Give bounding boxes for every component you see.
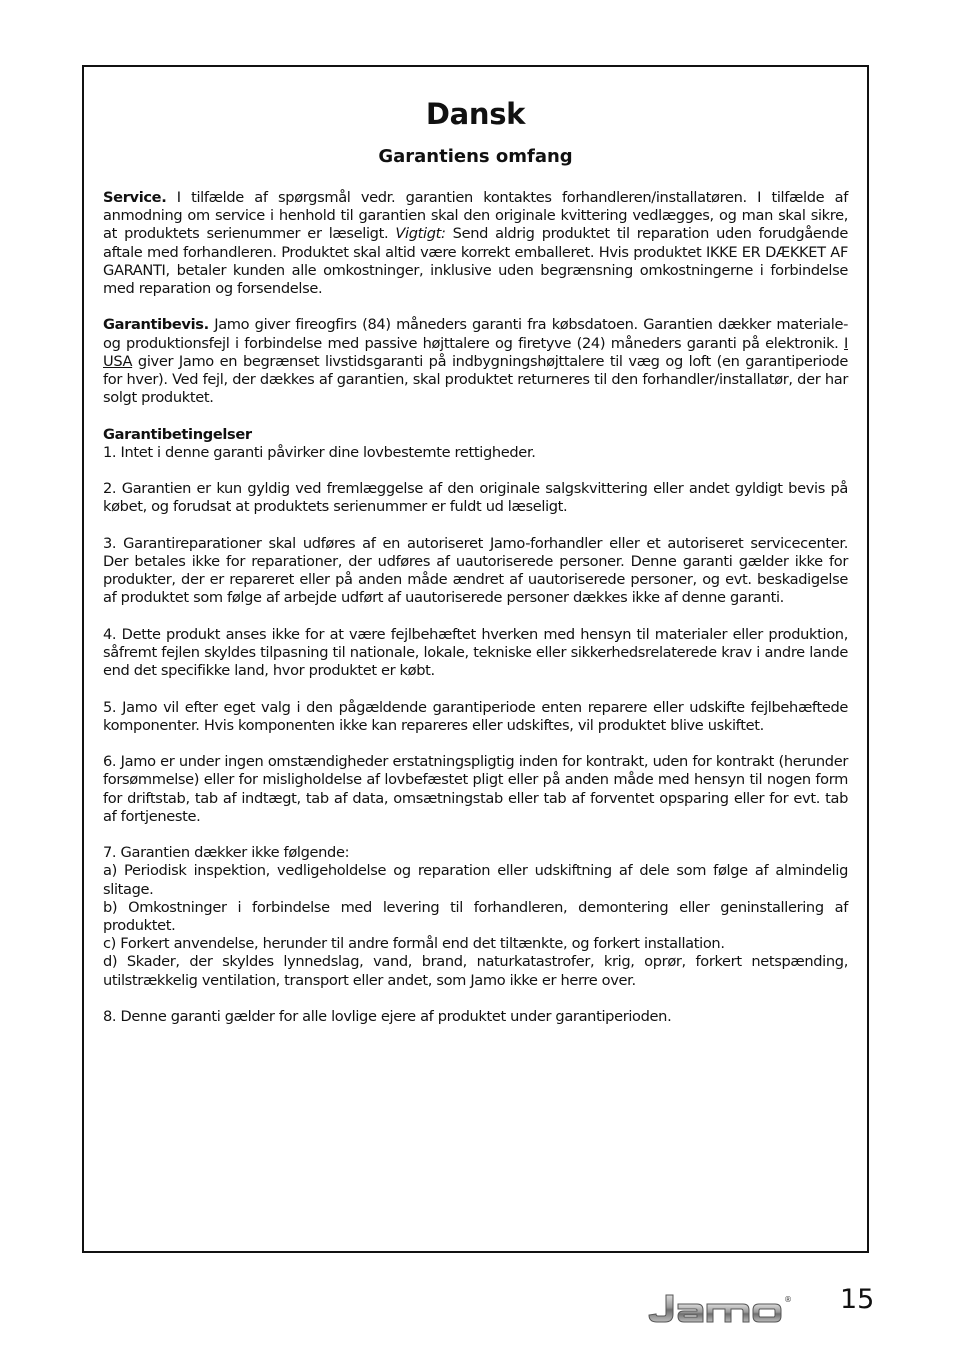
page-title: Dansk [425, 97, 526, 131]
condition-7-a: a) Periodisk inspektion, vedligeholdelse og reparation eller udskiftning af dele som følge af almindelig slitage. [103, 862, 848, 898]
warranty-text [103, 189, 848, 1044]
condition-3: 3. Garantireparationer skal udføres af en autoriseret Jamo-forhandler eller et autoriseret servicecenter. Der betales ikke for reparationer, der udføres af uautoriserede personer. Denne garanti gælder ikke for produkter, der er repareret eller på anden måde ændret af uautoriserede personer, og evt. beskadigelse af produktet som følge af arbejde udført af uautoriserede personer dækkes ikke af denne garanti. [103, 534, 848, 607]
registered-mark: ® [784, 1295, 792, 1304]
service-label: Service. [103, 189, 167, 206]
page-number: 15 [840, 1284, 875, 1315]
condition-4: 4. Dette produkt anses ikke for at være fejlbehæftet hverken med hensyn til materialer eller produktion, såfremt fejlen skyldes tilpasning til nationale, lokale, tekniske eller sikkerhedsrelaterede krav i andre lande end det specifikke land, hvor produktet er købt. [103, 625, 848, 680]
warranty-frame [82, 65, 869, 1253]
condition-8: 8. Denne garanti gælder for alle lovlige ejere af produktet under garantiperioden. [103, 1008, 672, 1025]
service-text-b: Send aldrig produktet til reparation uden forudgående aftale med forhandleren. Produktet skal altid være korrekt emballeret. Hvis produktet IKKE ER DÆKKET AF GARANTI, betaler kunden alle omkostninger, inklusive uden begrænsning omkostningerne i forbindelse med reparation og forsendelse. [103, 225, 848, 298]
condition-5: 5. Jamo vil efter eget valg i den pågældende garantiperiode enten reparere eller udskifte fejlbehæftede komponenter. Hvis komponenten ikke kan repareres eller udskiftes, vil produktet blive uskiftet. [103, 698, 848, 734]
condition-7-d: d) Skader, der skyldes lynnedslag, vand, brand, naturkatastrofer, krig, oprør, forkert netspænding, utilstrækkelig ventilation, transport eller andet, som Jamo ikke er herre over. [103, 953, 848, 989]
service-paragraph [103, 189, 848, 298]
betingelser-paragraph [103, 426, 848, 462]
condition-2: 2. Garantien er kun gyldig ved fremlæggelse af den originale salgskvittering eller andet gyldigt bevis på købet, og forudsat at produktets serienummer er fuldt ud læseligt. [103, 480, 848, 516]
condition-7 [103, 844, 848, 990]
vigtigt-label: Vigtigt: [395, 225, 446, 243]
condition-1: 1. Intet i denne garanti påvirker dine lovbestemte rettigheder. [103, 443, 536, 461]
garantibevis-paragraph [103, 316, 848, 407]
section-subtitle: Garantiens omfang [378, 146, 573, 167]
condition-6: 6. Jamo er under ingen omstændigheder erstatningspligtig inden for kontrakt, uden for kontrakt (herunder forsømmelse) eller for misligholdelse af lovbefæstet pligt eller på anden måde med hensyn til nogen form for driftstab, tab af indtægt, tab af data, omsætningstab eller tab af forventet opsparing eller for evt. tab af fortjeneste. [103, 753, 848, 825]
service-text-a: I tilfælde af spørgsmål vedr. garantien kontaktes forhandleren/installatøren. I tilfælde af anmodning om service i henhold til garantien skal den originale kvittering vedlægges, og man skal sikre, at produktets serienummer er læseligt. [103, 189, 848, 243]
jamo-logo [645, 1289, 810, 1327]
condition-7-intro: 7. Garantien dækker ikke følgende: [103, 844, 350, 862]
usa-label: I USA [103, 334, 848, 370]
garantibevis-text-b: giver Jamo en begrænset livstidsgaranti på indbygningshøjttalere til væg og loft (en garantiperiode for hver). Ved fejl, der dækkes af garantien, skal produktet returneres til den forhandler/installatør, der har solgt produktet. [103, 352, 848, 407]
garantibevis-text-a: Jamo giver fireogfirs (84) måneders garanti fra købsdatoen. Garantien dækker materiale- og produktionsfejl i forbindelse med passive højttalere og firetyve (24) måneders garanti på elektronik. [103, 316, 848, 352]
betingelser-label: Garantibetingelser [103, 425, 252, 443]
condition-7-b: b) Omkostninger i forbindelse med levering til forhandleren, demontering eller geninstallering af produktet. [103, 898, 848, 934]
condition-7-c: c) Forkert anvendelse, herunder til andre formål end det tiltænkte, og forkert installation. [103, 935, 725, 953]
garantibevis-label: Garantibevis. [103, 316, 209, 334]
